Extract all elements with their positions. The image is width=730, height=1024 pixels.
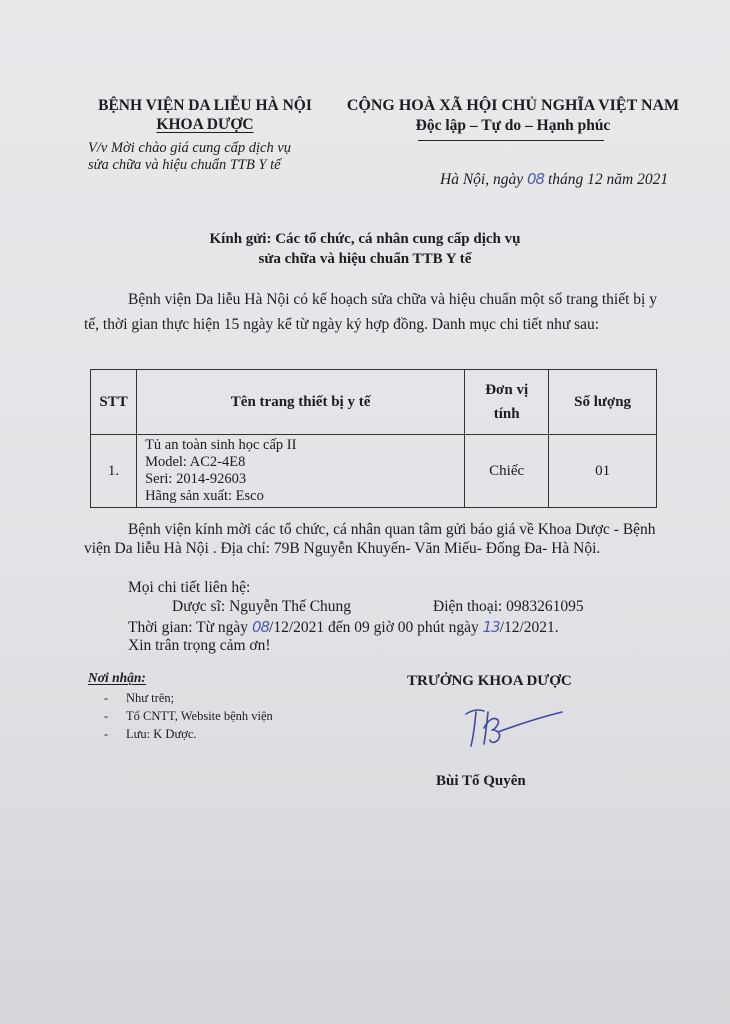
- header-unit: [465, 370, 549, 435]
- recipient-line-1: Kính gửi: Các tổ chức, cá nhân cung cấp dịch vụ: [209, 231, 521, 247]
- recipients-list: [104, 689, 273, 743]
- time-prefix: Thời gian: Từ ngày: [128, 619, 249, 636]
- equipment-model: Model: AC2-4E8: [145, 454, 246, 470]
- equipment-serial: Seri: 2014-92603: [145, 471, 247, 487]
- recipients-title: Nơi nhận:: [88, 670, 146, 685]
- motto-underline: [418, 140, 604, 141]
- document-date: [440, 170, 700, 189]
- header-unit-line-1: Đơn vị: [485, 382, 529, 398]
- document-subject: [88, 140, 348, 174]
- recipient-line-2: sửa chữa và hiệu chuẩn TTB Y tế: [258, 251, 472, 267]
- subject-line-2: sửa chữa và hiệu chuẩn TTB Y tế: [88, 157, 281, 173]
- list-item: - Lưu: K Dược.: [104, 725, 273, 743]
- recipient-heading: [100, 229, 630, 269]
- list-item: - Tổ CNTT, Website bệnh viện: [104, 707, 273, 725]
- table-row: [91, 435, 657, 508]
- header-stt: STT: [91, 370, 137, 435]
- time-suffix: /12/2021.: [499, 619, 559, 636]
- table-header-row: [91, 370, 657, 435]
- contact-label: Mọi chi tiết liên hệ:: [128, 579, 251, 596]
- invite-text: Bệnh viện kính mời các tổ chức, cá nhân quan tâm gửi báo giá về Khoa Dược - Bệnh viện Da liễu Hà Nội . Địa chỉ: 79B Nguyễn Khuyến- Văn Miếu- Đống Đa- Hà Nội.: [84, 521, 656, 557]
- row-quantity: 01: [549, 435, 657, 508]
- list-item: - Như trên;: [104, 689, 273, 707]
- intro-text: Bệnh viện Da liễu Hà Nội có kế hoạch sửa chữa và hiệu chuẩn một số trang thiết bị y tế, thời gian thực hiện 15 ngày kể từ ngày ký hợp đồng. Danh mục chi tiết như sau:: [84, 291, 657, 333]
- closing-thanks: Xin trân trọng cảm ơn!: [128, 637, 271, 654]
- header-equipment-name: Tên trang thiết bị y tế: [137, 370, 465, 435]
- contact-phone: Điện thoại: 0983261095: [433, 598, 584, 615]
- national-header: [333, 96, 693, 136]
- org-name: BỆNH VIỆN DA LIỄU HÀ NỘI: [98, 97, 312, 114]
- date-day-handwritten: 08: [526, 170, 545, 188]
- row-stt: 1.: [91, 435, 137, 508]
- header-quantity: Số lượng: [549, 370, 657, 435]
- row-equipment-name: [137, 435, 465, 508]
- end-day-handwritten: 13: [482, 618, 500, 636]
- equipment-table: [90, 369, 657, 508]
- equipment-manufacturer: Hãng sản xuất: Esco: [145, 488, 264, 504]
- national-motto: Độc lập – Tự do – Hạnh phúc: [415, 117, 611, 134]
- signer-name: Bùi Tố Quyên: [436, 773, 526, 789]
- invite-paragraph: [84, 520, 657, 558]
- start-day-handwritten: 08: [251, 618, 270, 636]
- issuing-organization: [80, 96, 330, 134]
- intro-paragraph: [84, 287, 657, 337]
- date-suffix: tháng 12 năm 2021: [547, 171, 669, 188]
- department-name: KHOA DƯỢC: [156, 116, 254, 133]
- time-middle: /12/2021 đến 09 giờ 00 phút ngày: [269, 619, 479, 636]
- header-unit-line-2: tính: [493, 406, 520, 422]
- subject-line-1: V/v Mời chào giá cung cấp dịch vụ: [88, 140, 292, 156]
- contact-person: Dược sĩ: Nguyễn Thế Chung: [172, 598, 352, 615]
- signatory-title: TRƯỞNG KHOA DƯỢC: [407, 673, 572, 689]
- nation-title: CỘNG HOÀ XÃ HỘI CHỦ NGHĨA VIỆT NAM: [346, 97, 680, 114]
- date-prefix: Hà Nội, ngày: [440, 171, 524, 188]
- submission-time: [128, 618, 559, 637]
- handwritten-signature: [458, 700, 578, 760]
- row-unit: Chiếc: [465, 435, 549, 508]
- equipment-name: Tủ an toàn sinh học cấp II: [145, 437, 297, 453]
